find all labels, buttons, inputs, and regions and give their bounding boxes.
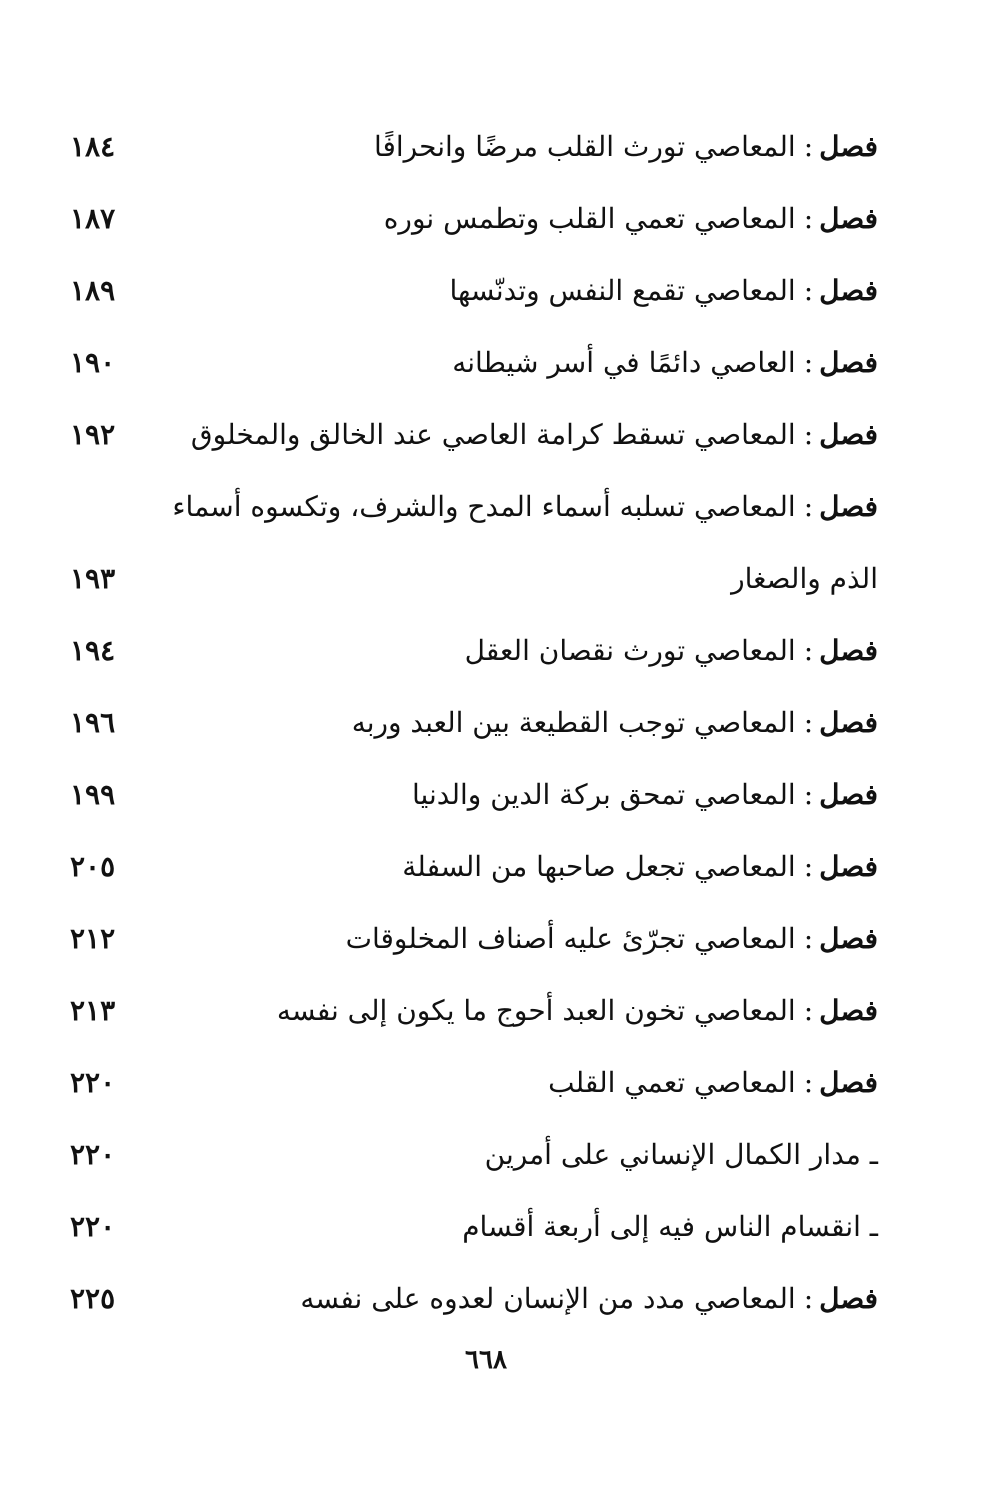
toc-entry-text: ـ مدار الكمال الإنساني على أمرين bbox=[484, 1137, 878, 1171]
toc-row bbox=[70, 830, 878, 902]
toc-entry-separator: : bbox=[803, 273, 814, 307]
toc-row bbox=[70, 542, 878, 614]
toc-entry-text: الذم والصغار bbox=[731, 561, 878, 595]
toc-entry-title bbox=[548, 1066, 878, 1099]
toc-entry-text: المعاصي تجعل صاحبها من السفلة bbox=[402, 849, 796, 883]
toc-row bbox=[70, 254, 878, 326]
toc-entry-label: فصل bbox=[819, 1065, 878, 1099]
toc-entry-title bbox=[402, 850, 878, 883]
toc-entry-text: المعاصي تعمي القلب وتطمس نوره bbox=[383, 201, 796, 235]
toc-entry-separator: : bbox=[803, 417, 814, 451]
toc-row bbox=[70, 974, 878, 1046]
toc-entry-text: المعاصي تقمع النفس وتدنّسها bbox=[449, 273, 796, 307]
toc-entry-text: ـ انقسام الناس فيه إلى أربعة أقسام bbox=[462, 1209, 878, 1243]
toc-entry-title bbox=[412, 778, 878, 811]
toc-entry-page: ٢٢٠ bbox=[70, 1137, 116, 1171]
toc-entry-text: المعاصي مدد من الإنسان لعدوه على نفسه bbox=[300, 1281, 796, 1315]
toc-entry-label: فصل bbox=[819, 417, 878, 451]
toc-entry-page: ١٨٤ bbox=[70, 129, 116, 163]
toc-entry-page: ١٩٩ bbox=[70, 777, 116, 811]
toc-entry-title bbox=[449, 274, 878, 307]
toc-row bbox=[70, 110, 878, 182]
toc-entry-text: المعاصي تمحق بركة الدين والدنيا bbox=[412, 777, 796, 811]
toc-row bbox=[70, 614, 878, 686]
toc-entry-title bbox=[731, 562, 878, 595]
toc-entry-title bbox=[346, 922, 878, 955]
toc-row bbox=[70, 182, 878, 254]
toc-entry-text: المعاصي تجرّئ عليه أصناف المخلوقات bbox=[345, 921, 796, 955]
toc-entry-text: المعاصي تورث القلب مرضًا وانحرافًا bbox=[373, 129, 796, 163]
toc-entry-text: المعاصي توجب القطيعة بين العبد وربه bbox=[351, 705, 796, 739]
toc-entry-label: فصل bbox=[819, 201, 878, 235]
toc-entry-label: فصل bbox=[819, 345, 878, 379]
toc-entry-text: المعاصي تورث نقصان العقل bbox=[464, 633, 796, 667]
toc-entry-separator: : bbox=[803, 993, 814, 1027]
toc-entry-separator: : bbox=[803, 345, 814, 379]
toc-entry-page: ١٨٧ bbox=[70, 201, 116, 235]
toc-entry-label: فصل bbox=[819, 1281, 878, 1315]
toc-entry-page: ١٩٣ bbox=[70, 561, 116, 595]
toc-entry-separator: : bbox=[803, 849, 814, 883]
toc-entry-title bbox=[191, 418, 878, 451]
toc-row bbox=[70, 326, 878, 398]
toc-row bbox=[70, 1046, 878, 1118]
toc-entry-page: ١٨٩ bbox=[70, 273, 116, 307]
toc-row bbox=[70, 1262, 878, 1334]
toc-entry-page: ٢١٣ bbox=[70, 993, 116, 1027]
toc-entry-title bbox=[485, 1138, 878, 1171]
toc-entry-separator: : bbox=[803, 201, 814, 235]
toc-entry-title bbox=[172, 490, 878, 523]
toc-row bbox=[70, 398, 878, 470]
toc-entry-title bbox=[374, 130, 878, 163]
toc-entry-label: فصل bbox=[819, 489, 878, 523]
toc-row bbox=[70, 686, 878, 758]
toc-entry-label: فصل bbox=[819, 993, 878, 1027]
toc-entry-text: العاصي دائمًا في أسر شيطانه bbox=[452, 345, 796, 379]
toc-entry-text: المعاصي تسقط كرامة العاصي عند الخالق والمخلوق bbox=[190, 417, 796, 451]
toc-entry-title bbox=[277, 994, 878, 1027]
toc-entry-label: فصل bbox=[819, 633, 878, 667]
toc-entry-page: ١٩٢ bbox=[70, 417, 116, 451]
toc-entry-title bbox=[300, 1282, 878, 1315]
toc-row bbox=[70, 470, 878, 542]
toc-row bbox=[70, 1118, 878, 1190]
toc-entry-label: فصل bbox=[819, 777, 878, 811]
toc-entry-label: فصل bbox=[819, 273, 878, 307]
toc-entry-label: فصل bbox=[819, 129, 878, 163]
toc-entry-separator: : bbox=[803, 705, 814, 739]
toc-entry-page: ٢١٢ bbox=[70, 921, 116, 955]
toc-entry-label: فصل bbox=[819, 921, 878, 955]
toc-entry-label: فصل bbox=[819, 849, 878, 883]
toc-entry-separator: : bbox=[803, 1281, 814, 1315]
toc-entry-separator: : bbox=[803, 633, 814, 667]
page-number: ٦٦٨ bbox=[465, 1345, 507, 1375]
toc-entry-page: ٢٢٠ bbox=[70, 1065, 116, 1099]
toc-entry-separator: : bbox=[803, 129, 814, 163]
toc-entry-title bbox=[384, 202, 878, 235]
toc-entry-page: ١٩٤ bbox=[70, 633, 116, 667]
table-of-contents bbox=[70, 110, 878, 1334]
toc-entry-title bbox=[352, 706, 878, 739]
toc-entry-title bbox=[462, 1210, 878, 1243]
toc-entry-page: ٢٢٠ bbox=[70, 1209, 116, 1243]
toc-row bbox=[70, 758, 878, 830]
toc-entry-title bbox=[465, 634, 878, 667]
toc-entry-text: المعاصي تخون العبد أحوج ما يكون إلى نفسه bbox=[276, 993, 796, 1027]
toc-entry-separator: : bbox=[803, 1065, 814, 1099]
toc-entry-separator: : bbox=[803, 777, 814, 811]
toc-entry-page: ١٩٠ bbox=[70, 345, 116, 379]
toc-entry-page: ٢٠٥ bbox=[70, 849, 116, 883]
toc-entry-text: المعاصي تعمي القلب bbox=[548, 1065, 796, 1099]
toc-row bbox=[70, 902, 878, 974]
toc-entry-text: المعاصي تسلبه أسماء المدح والشرف، وتكسوه أسماء bbox=[172, 489, 796, 523]
toc-row bbox=[70, 1190, 878, 1262]
toc-entry-title bbox=[452, 346, 878, 379]
toc-entry-label: فصل bbox=[819, 705, 878, 739]
toc-entry-page: ١٩٦ bbox=[70, 705, 116, 739]
toc-entry-separator: : bbox=[803, 489, 814, 523]
toc-entry-page: ٢٢٥ bbox=[70, 1281, 116, 1315]
toc-entry-separator: : bbox=[803, 921, 814, 955]
